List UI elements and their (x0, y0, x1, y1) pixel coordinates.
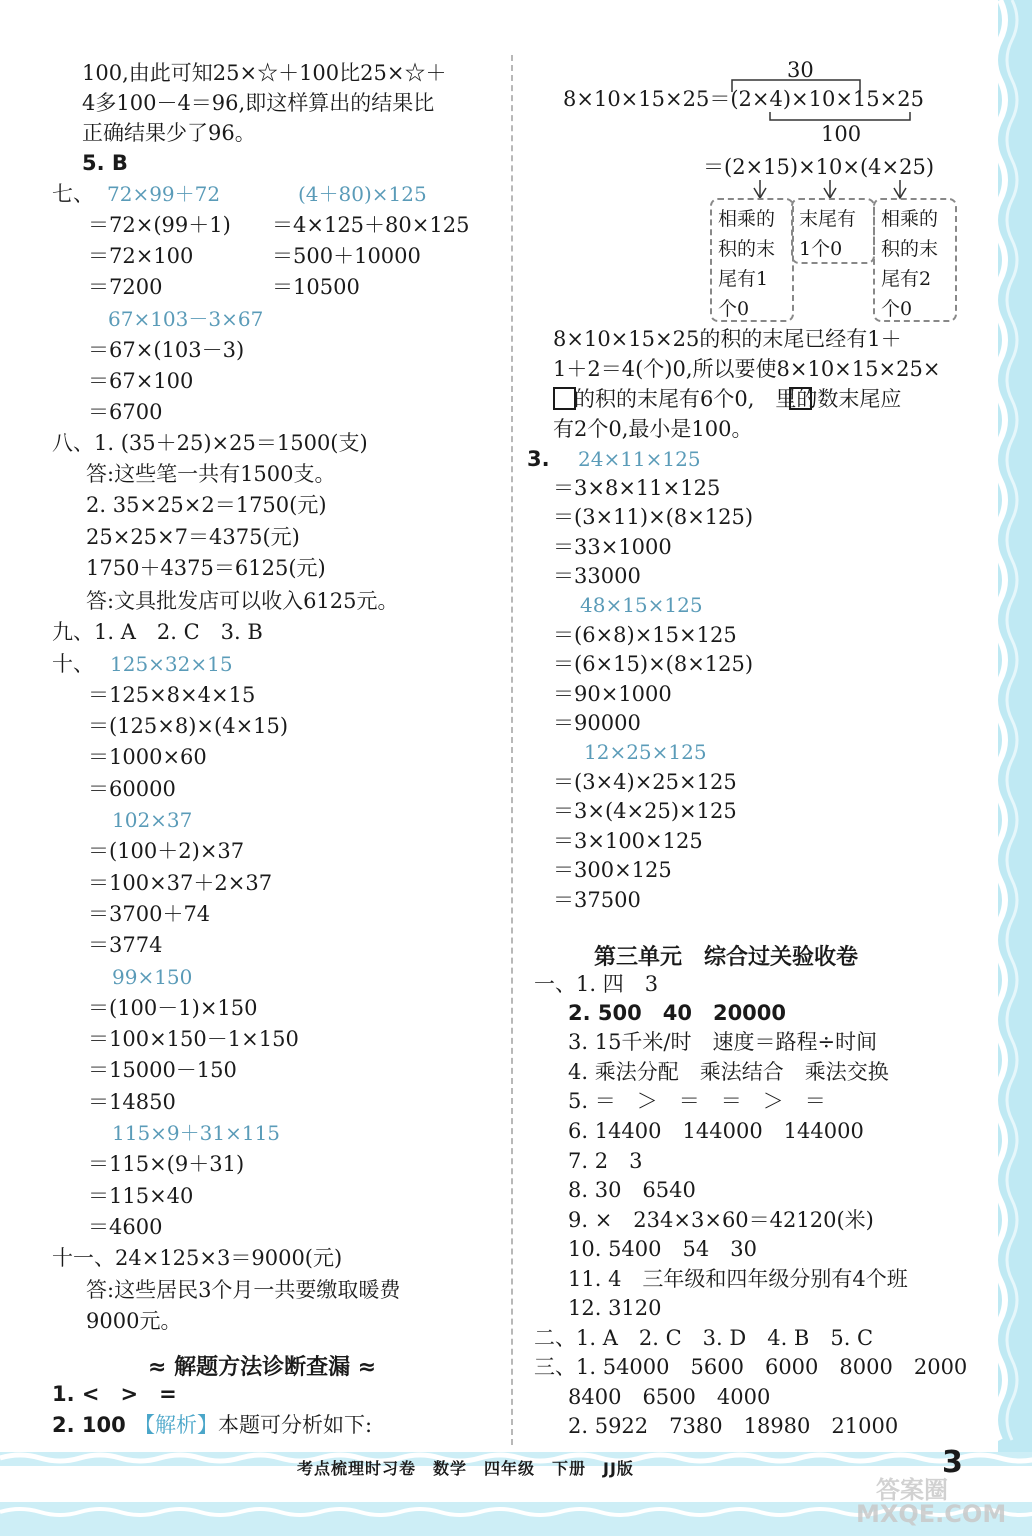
left-line: ＝115×(9＋31) (88, 1152, 245, 1176)
left-line: 115×9＋31×115 (112, 1121, 281, 1145)
left-line: ＝67×(103－3) (88, 338, 245, 362)
left-line: 2. 100 (52, 1413, 126, 1437)
left-line: 答:文具批发店可以收入6125元。 (86, 589, 399, 613)
right-line: 有2个0,最小是100。 (553, 417, 753, 441)
blank-square-icon (789, 387, 812, 410)
right-line: 9. × 234×3×60＝42120(米) (568, 1208, 874, 1232)
left-line: 1. < > = (52, 1382, 177, 1406)
right-line: ＝3×(4×25)×125 (553, 799, 737, 823)
right-line: ＝(3×4)×25×125 (553, 770, 737, 794)
right-line: 10. 5400 54 30 (568, 1237, 757, 1261)
left-line: 102×37 (112, 808, 193, 832)
right-line: 3. 15千米/时 速度＝路程÷时间 (568, 1030, 878, 1054)
right-line: 100 (821, 122, 862, 146)
left-line: ＝15000－150 (88, 1058, 237, 1082)
left-line: ＝67×100 (88, 369, 194, 393)
section-heading-diagnosis: ≈ 解题方法诊断查漏 ≈ (148, 1355, 377, 1380)
wave-decoration-icon (998, 0, 1032, 1536)
left-line: 七、 (52, 182, 94, 206)
right-line: ＝90000 (553, 711, 641, 735)
left-line: ＝(100－1)×150 (88, 996, 258, 1020)
note-box-1: 相乘的积的末尾有1个0 (710, 198, 794, 322)
blank-square-icon (553, 387, 576, 410)
left-line: 2. 35×25×2＝1750(元) (86, 493, 327, 517)
right-wave-border (998, 0, 1032, 1536)
left-line: 72×99＋72 (107, 182, 221, 206)
note-box-2: 末尾有1个0 (791, 198, 875, 264)
left-line: ＝72×100 (88, 244, 194, 268)
right-line: ＝37500 (553, 888, 641, 912)
left-line: ＝115×40 (88, 1184, 194, 1208)
right-line: 8. 30 6540 (568, 1178, 696, 1202)
left-line: ＝7200 (88, 275, 163, 299)
left-line: ＝14850 (88, 1090, 176, 1114)
right-line: 8×10×15×25的积的末尾已经有1＋ (553, 327, 902, 351)
left-line: 十、 (52, 652, 94, 676)
column-divider (511, 55, 513, 1445)
left-line: ＝4600 (88, 1215, 163, 1239)
left-line: (4＋80)×125 (298, 182, 427, 206)
left-line: ＝100×150－1×150 (88, 1027, 299, 1051)
right-line: ＝300×125 (553, 858, 672, 882)
right-line: ＝33×1000 (553, 535, 672, 559)
right-line: 2. 500 40 20000 (568, 1001, 787, 1025)
left-line: 100,由此可知25×☆＋100比25×☆＋ (82, 61, 447, 85)
right-line: ＝33000 (553, 564, 641, 588)
left-line: 答:这些居民3个月一共要缴取暖费 (86, 1278, 401, 1302)
left-line: ＝1000×60 (88, 745, 207, 769)
left-line: ＝100×37＋2×37 (88, 871, 273, 895)
watermark-logo: 答案圈 (876, 1476, 948, 1504)
left-line: 67×103－3×67 (108, 307, 264, 331)
right-line: ＝3×100×125 (553, 829, 703, 853)
right-line: 3. (527, 447, 550, 471)
left-line: 99×150 (112, 965, 193, 989)
right-line: 8400 6500 4000 (568, 1385, 771, 1409)
bracket-diagram (700, 70, 930, 200)
right-line: 2. 5922 7380 18980 21000 (568, 1414, 899, 1438)
left-line: 十一、24×125×3＝9000(元) (52, 1246, 343, 1270)
right-line: 24×11×125 (578, 447, 701, 471)
left-line: 5. B (82, 151, 128, 175)
left-line: ＝(125×8)×(4×15) (88, 714, 289, 738)
right-line: 8×10×15×25＝(2×4)×10×15×25 (563, 87, 924, 111)
right-line: 48×15×125 (580, 593, 703, 617)
left-line: 1750＋4375＝6125(元) (86, 556, 326, 580)
left-line: ＝3774 (88, 933, 163, 957)
right-line: ＝(6×15)×(8×125) (553, 652, 754, 676)
right-line: 一、1. 四 3 (534, 972, 659, 996)
left-line: 八、1. (35＋25)×25＝1500(支) (52, 431, 368, 455)
right-line: 7. 2 3 (568, 1149, 643, 1173)
right-line: ＝90×1000 (553, 682, 672, 706)
left-line: ＝500＋10000 (272, 244, 421, 268)
right-line: 三、1. 54000 5600 6000 8000 2000 (534, 1355, 968, 1379)
left-line: 正确结果少了96。 (82, 121, 256, 145)
section-heading-unit3: 第三单元 综合过关验收卷 (594, 945, 859, 970)
right-line: 6. 14400 144000 144000 (568, 1119, 864, 1143)
left-line: ＝125×8×4×15 (88, 683, 256, 707)
right-line: ＝(2×15)×10×(4×25) (703, 155, 935, 179)
right-line: 的积的末尾有6个0, 里的数末尾应 (553, 387, 902, 411)
right-line: ＝3×8×11×125 (553, 476, 721, 500)
right-line: 4. 乘法分配 乘法结合 乘法交换 (568, 1060, 889, 1084)
left-line: ＝10500 (272, 275, 360, 299)
note-box-3: 相乘的积的末尾有2个0 (873, 198, 957, 322)
right-line: 30 (787, 58, 814, 82)
left-line: 九、1. A 2. C 3. B (52, 620, 263, 644)
watermark-url: MXQE.COM (856, 1500, 1007, 1528)
right-line: 12. 3120 (568, 1296, 662, 1320)
left-line: ＝3700＋74 (88, 902, 211, 926)
analysis-tag: 【解析】 (134, 1413, 218, 1437)
right-line: ＝(6×8)×15×125 (553, 623, 737, 647)
left-line: 25×25×7＝4375(元) (86, 525, 300, 549)
page-number: 3 (942, 1445, 963, 1480)
right-line: ＝(3×11)×(8×125) (553, 505, 754, 529)
left-line: ＝60000 (88, 777, 176, 801)
right-line: 1＋2＝4(个)0,所以要使8×10×15×25× (553, 357, 941, 381)
footer-text: 考点梳理时习卷 数学 四年级 下册 JJ版 (297, 1459, 634, 1478)
left-line: ＝6700 (88, 400, 163, 424)
right-line: 11. 4 三年级和四年级分别有4个班 (568, 1267, 908, 1291)
left-line: 4多100－4＝96,即这样算出的结果比 (82, 91, 435, 115)
left-line: 9000元。 (86, 1309, 182, 1333)
left-line: ＝72×(99＋1) (88, 213, 231, 237)
right-line: 二、1. A 2. C 3. D 4. B 5. C (534, 1326, 874, 1350)
left-line: ＝4×125＋80×125 (272, 213, 470, 237)
left-line: 本题可分析如下: (218, 1413, 373, 1437)
left-line: 答:这些笔一共有1500支。 (86, 462, 336, 486)
left-line: 125×32×15 (110, 652, 233, 676)
right-line: 5. ＝ ＞ ＝ ＝ ＞ ＝ (568, 1089, 826, 1113)
right-line: 12×25×125 (584, 740, 707, 764)
left-line: ＝(100＋2)×37 (88, 839, 245, 863)
